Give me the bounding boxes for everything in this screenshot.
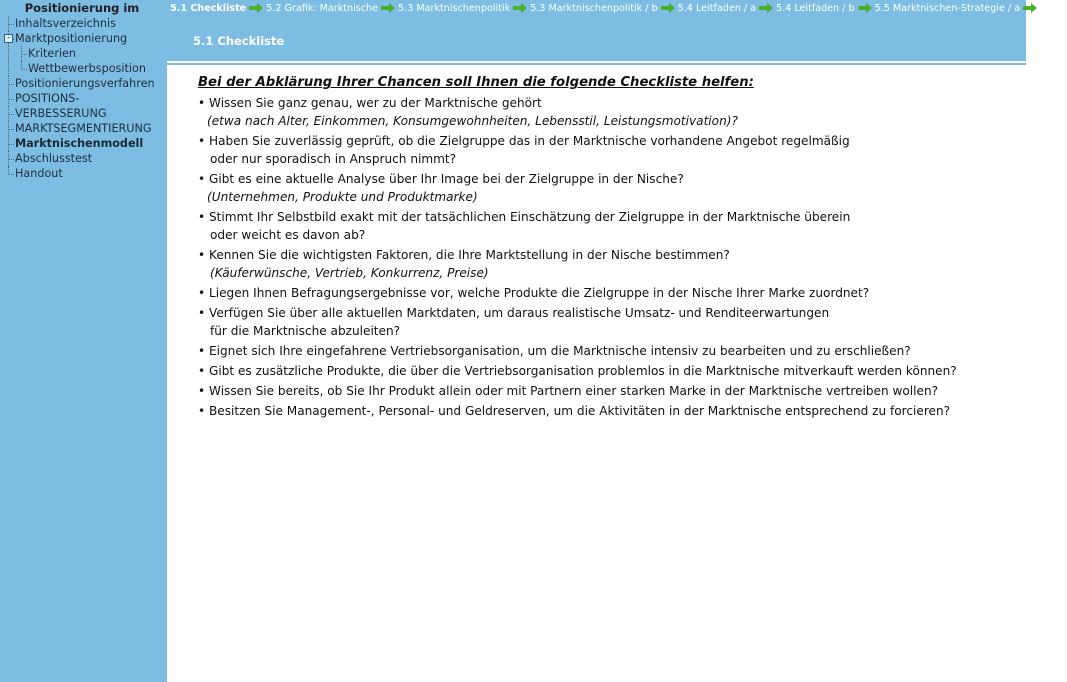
bullet-icon: •	[198, 384, 206, 398]
checklist-item-detail: (Käuferwünsche, Vertrieb, Konkurrenz, Preise)	[210, 266, 489, 280]
bullet-icon: •	[198, 96, 206, 110]
breadcrumb-link[interactable]: 5.3 Marktnischenpolitik / b	[530, 3, 658, 14]
sidebar-item[interactable]	[0, 16, 167, 31]
checklist-item-detail: (etwa nach Alter, Einkommen, Konsumgewohnheiten, Lebensstil, Leistungsmotivation)?	[207, 114, 738, 128]
checklist-item	[198, 342, 1018, 360]
bullet-icon: •	[198, 364, 206, 378]
tree-line	[9, 129, 14, 130]
sidebar-item-label: Marktpositionierung	[15, 32, 128, 45]
bullet-icon: •	[198, 286, 206, 300]
green-right-arrow-icon	[381, 3, 395, 13]
sidebar-item-label: Positionierungsverfahren	[15, 77, 155, 90]
tree-line	[9, 174, 14, 175]
checklist	[198, 94, 1018, 420]
checklist-item-line	[198, 304, 1018, 322]
sidebar-item[interactable]	[0, 136, 167, 151]
sidebar-item-label: Abschlusstest	[15, 152, 93, 165]
tree-line	[9, 144, 14, 145]
green-right-arrow-icon	[249, 3, 263, 13]
checklist-intro	[198, 74, 1018, 92]
collapse-icon[interactable]: -	[4, 34, 13, 43]
tree-line	[8, 61, 9, 76]
checklist-item-text: Gibt es eine aktuelle Analyse über Ihr Image bei der Zielgruppe in der Nische?	[209, 172, 684, 186]
sidebar-item-label: Kriterien	[28, 47, 76, 60]
sidebar-item-label: Handout	[15, 167, 63, 180]
sidebar-item-label: Inhaltsverzeichnis	[15, 17, 116, 30]
sidebar-item-label: Wettbewerbsposition	[28, 62, 146, 75]
tree-line	[21, 61, 22, 69]
checklist-item-detail: (Unternehmen, Produkte und Produktmarke)	[207, 190, 478, 204]
checklist-item	[198, 402, 1018, 420]
bullet-icon: •	[198, 306, 206, 320]
checklist-item-text: Eignet sich Ihre eingefahrene Vertriebsorganisation, um die Marktnische intensiv zu bearbeiten und zu erschließen?	[209, 344, 911, 358]
bullet-icon: •	[198, 404, 206, 418]
sidebar-item-label: POSITIONS-	[15, 92, 80, 105]
tree-line	[9, 84, 14, 85]
tree-line	[22, 54, 27, 55]
tree-line	[9, 24, 14, 25]
bullet-icon: •	[198, 210, 206, 224]
bullet-icon: •	[198, 172, 206, 186]
checklist-item-text: Wissen Sie ganz genau, wer zu der Marktnische gehört	[209, 96, 542, 110]
sidebar-tree	[0, 16, 167, 181]
sidebar-item[interactable]	[0, 46, 167, 61]
breadcrumb	[170, 2, 1067, 16]
checklist-item-text: Besitzen Sie Management-, Personal- und Geldreserven, um die Aktivitäten in der Marktnische entsprechend zu forcieren?	[209, 404, 951, 418]
sidebar-nav	[0, 0, 167, 682]
green-right-arrow-icon	[661, 3, 675, 13]
main-content	[198, 74, 1018, 422]
checklist-item	[198, 208, 1018, 244]
checklist-item-line	[198, 246, 1018, 264]
checklist-item	[198, 246, 1018, 282]
sidebar-item-label: Marktnischenmodell	[15, 137, 144, 150]
checklist-item-text: Verfügen Sie über alle aktuellen Marktdaten, um daraus realistische Umsatz- und Renditeerwartungen	[209, 306, 830, 320]
checklist-item-line	[198, 170, 1018, 188]
sidebar-item[interactable]	[0, 61, 167, 76]
checklist-item-detail: für die Marktnische abzuleiten?	[210, 324, 401, 338]
checklist-item	[198, 94, 1018, 130]
tree-line	[8, 46, 9, 61]
sidebar-item[interactable]	[0, 106, 167, 121]
checklist-item-line	[198, 382, 1018, 400]
header-divider	[167, 63, 1026, 65]
checklist-item	[198, 284, 1018, 302]
sidebar-item[interactable]	[0, 31, 167, 46]
checklist-item-text: Haben Sie zuverlässig geprüft, ob die Zielgruppe das in der Marktnische vorhandene Angebot regelmäßig	[209, 134, 850, 148]
sidebar-item[interactable]	[0, 91, 167, 106]
breadcrumb-item-current[interactable]: 5.1 Checkliste	[170, 3, 247, 14]
checklist-item-detail: oder weicht es davon ab?	[210, 228, 366, 242]
checklist-item-line	[198, 362, 1018, 380]
tree-line	[9, 159, 14, 160]
bullet-icon: •	[198, 248, 206, 262]
checklist-intro-text: Bei der Abklärung Ihrer Chancen soll Ihnen die folgende Checkliste helfen	[198, 75, 749, 90]
green-right-arrow-icon	[858, 3, 872, 13]
sidebar-item-label: VERBESSERUNG	[15, 107, 107, 120]
checklist-item-text: Kennen Sie die wichtigsten Faktoren, die Ihre Marktstellung in der Nische bestimmen?	[209, 248, 730, 262]
tree-line	[22, 69, 27, 70]
breadcrumb-link[interactable]: 5.5 Marktnischen-Strategie / a	[874, 3, 1021, 14]
green-right-arrow-icon	[1023, 3, 1037, 13]
checklist-item	[198, 132, 1018, 168]
sidebar-item-label: MARKTSEGMENTIERUNG	[15, 122, 152, 135]
checklist-item-text: Gibt es zusätzliche Produkte, die über die Vertriebsorganisation problemlos in die Marktnische mitverkauft werden können?	[209, 364, 957, 378]
checklist-item-text: Liegen Ihnen Befragungsergebnisse vor, welche Produkte die Zielgruppe in der Nische Ihrer Marke zuordnet?	[209, 286, 870, 300]
checklist-item-line	[198, 342, 1018, 360]
green-right-arrow-icon	[513, 3, 527, 13]
checklist-item-text: Wissen Sie bereits, ob Sie Ihr Produkt allein oder mit Partnern einer starken Marke in der Marktnische vertreiben wollen?	[209, 384, 939, 398]
sidebar-item[interactable]	[0, 121, 167, 136]
checklist-item	[198, 382, 1018, 400]
breadcrumb-link[interactable]: 5.2 Grafik: Marktnische	[266, 3, 379, 14]
breadcrumb-link[interactable]: 5.5 M	[1040, 3, 1067, 14]
bullet-icon: •	[198, 134, 206, 148]
checklist-intro-colon: :	[748, 75, 754, 90]
header-bar	[167, 0, 1067, 61]
checklist-item-line	[198, 208, 1018, 226]
page-title: 5.1 Checkliste	[193, 34, 285, 48]
green-right-arrow-icon	[759, 3, 773, 13]
tree-line	[9, 99, 14, 100]
breadcrumb-link[interactable]: 5.4 Leitfaden / a	[677, 3, 757, 14]
sidebar-title: Positionierung im	[24, 1, 140, 15]
checklist-item-line	[198, 284, 1018, 302]
sidebar-item[interactable]	[0, 151, 167, 166]
bullet-icon: •	[198, 344, 206, 358]
tree-line	[9, 114, 14, 115]
checklist-item	[198, 170, 1018, 206]
checklist-item-line	[198, 94, 1018, 112]
checklist-item-line	[198, 402, 1018, 420]
checklist-item	[198, 304, 1018, 340]
checklist-item	[198, 362, 1018, 380]
breadcrumb-link[interactable]: 5.4 Leitfaden / b	[776, 3, 855, 14]
checklist-item-line	[198, 132, 1018, 150]
sidebar-item[interactable]	[0, 76, 167, 91]
checklist-item-text: Stimmt Ihr Selbstbild exakt mit der tatsächlichen Einschätzung der Zielgruppe in der Marktnische überein	[209, 210, 851, 224]
sidebar-item[interactable]	[0, 166, 167, 181]
checklist-item-detail: oder nur sporadisch in Anspruch nimmt?	[210, 152, 457, 166]
tree-line	[8, 166, 9, 174]
breadcrumb-link[interactable]: 5.3 Marktnischenpolitik	[398, 3, 511, 14]
